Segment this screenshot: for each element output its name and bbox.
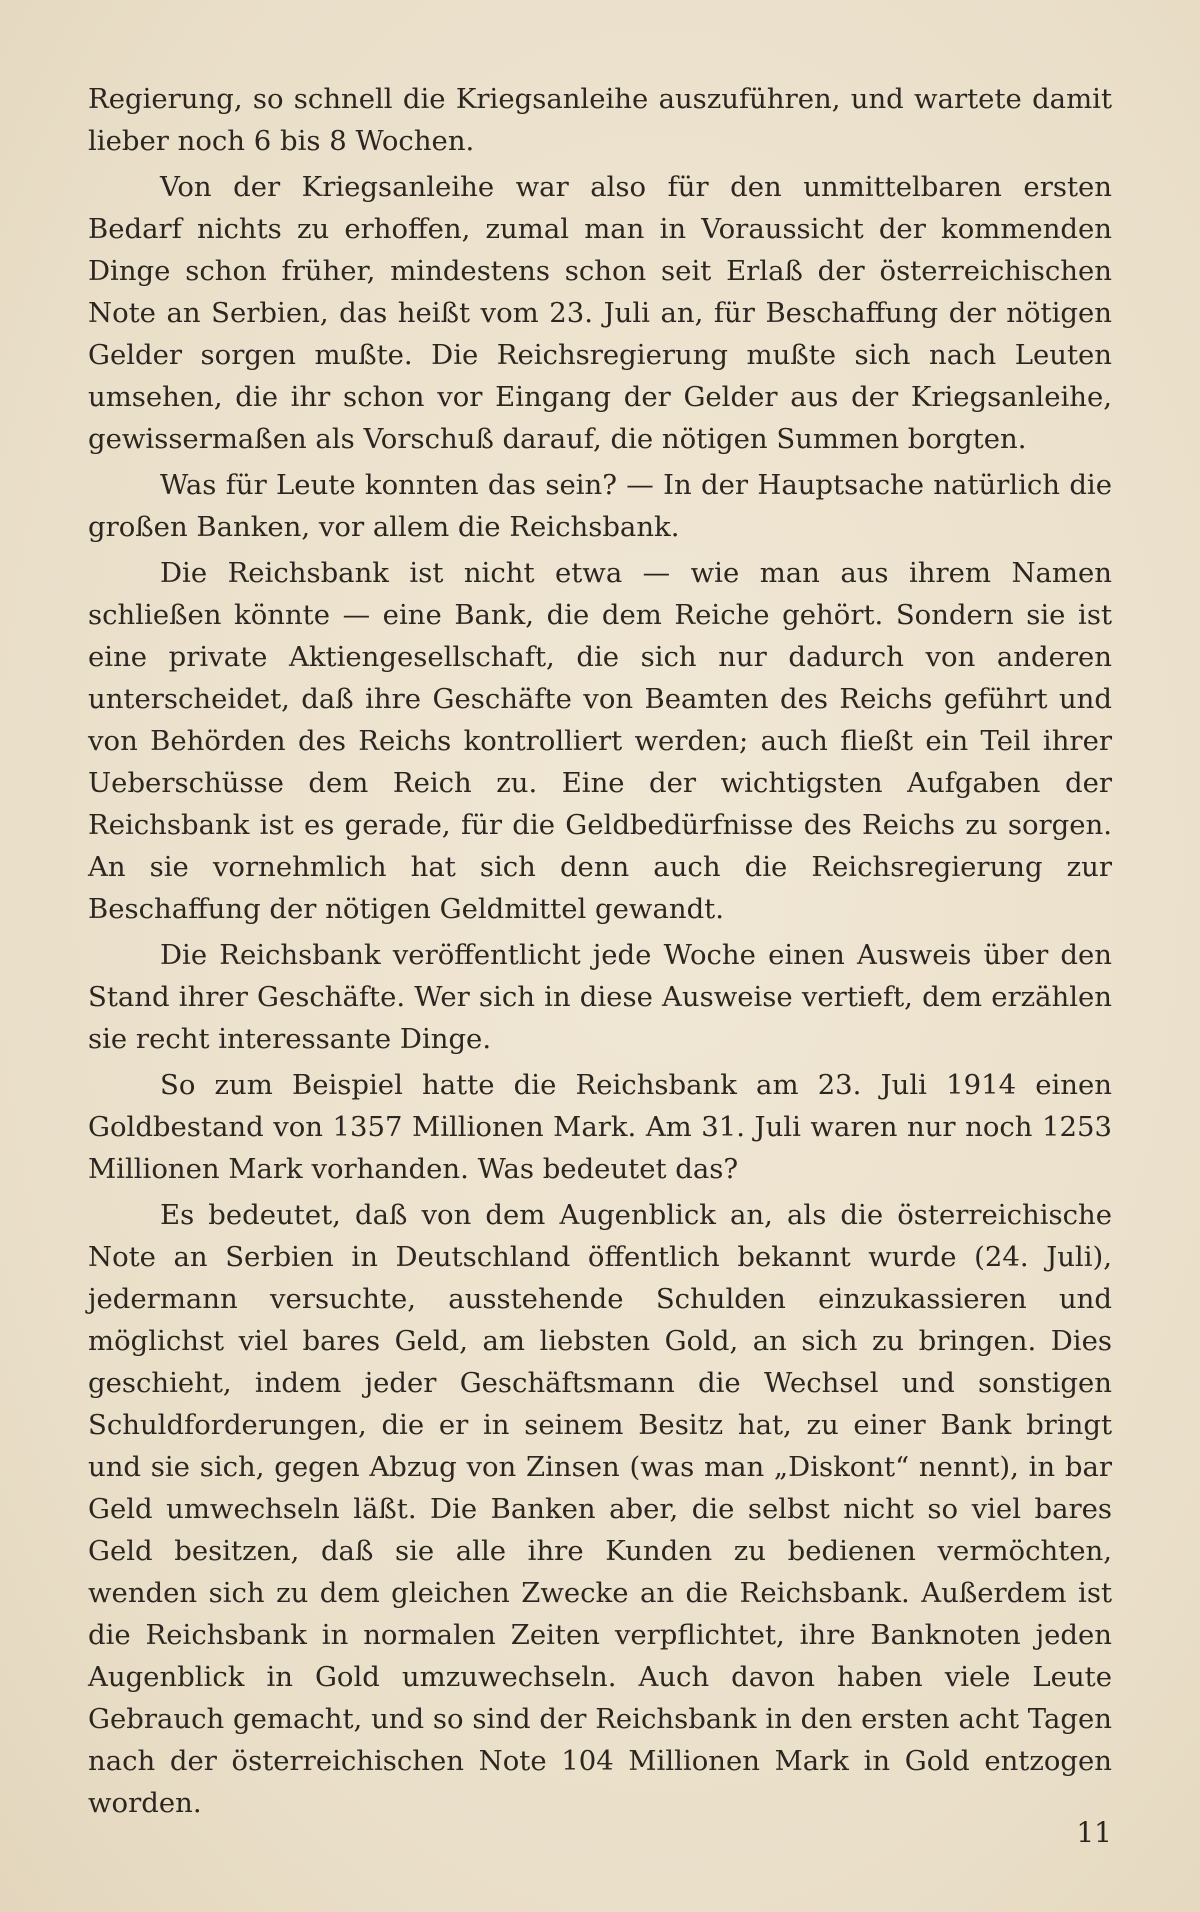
paragraph-2: Von der Kriegsanleihe war also für den unmittelbaren ersten Bedarf nichts zu erhoffen, zumal man in Voraussicht der kommenden Dinge schon früher, mindestens schon seit Erlaß der österreichischen Note an Serbien, das heißt vom 23. Juli an, für Beschaffung der nötigen Gelder sorgen mußte. Die Reichsregierung mußte sich nach Leuten umsehen, die ihr schon vor Eingang der Gelder aus der Kriegsanleihe, gewissermaßen als Vorschuß darauf, die nötigen Summen borgten. <box>88 171 1112 455</box>
paragraph-4: Die Reichsbank ist nicht etwa — wie man aus ihrem Namen schließen könnte — eine Bank, die dem Reiche gehört. Sondern sie ist eine private Aktiengesellschaft, die sich nur dadurch von anderen unterscheidet, daß ihre Geschäfte von Beamten des Reichs geführt und von Behörden des Reichs kontrolliert werden; auch fließt ein Teil ihrer Ueberschüsse dem Reich zu. Eine der wichtigsten Aufgaben der Reichsbank ist es gerade, für die Geldbedürfnisse des Reichs zu sorgen. An sie vornehmlich hat sich denn auch die Reichsregierung zur Beschaffung der nötigen Geldmittel gewandt. <box>88 557 1112 925</box>
paragraph-3: Was für Leute konnten das sein? — In der Hauptsache natürlich die großen Banken, vor allem die Reichsbank. <box>88 469 1112 543</box>
paragraph-7: Es bedeutet, daß von dem Augenblick an, als die österreichische Note an Serbien in Deutschland öffentlich bekannt wurde (24. Juli), jedermann versuchte, ausstehende Schulden einzukassieren und möglichst viel bares Geld, am liebsten Gold, an sich zu bringen. Dies geschieht, indem jeder Geschäftsmann die Wechsel und sonstigen Schuldforderungen, die er in seinem Besitz hat, zu einer Bank bringt und sie sich, gegen Abzug von Zinsen (was man „Diskont“ nennt), in bar Geld umwechseln läßt. Die Banken aber, die selbst nicht so viel bares Geld besitzen, daß sie alle ihre Kunden zu bedienen vermöchten, wenden sich zu dem gleichen Zwecke an die Reichsbank. Außerdem ist die Reichsbank in normalen Zeiten verpflichtet, ihre Banknoten jeden Augenblick in Gold umzuwechseln. Auch davon haben viele Leute Gebrauch gemacht, und so sind der Reichsbank in den ersten acht Tagen nach der österreichischen Note 104 Millionen Mark in Gold entzogen worden. <box>88 1199 1112 1819</box>
paragraph-5: Die Reichsbank veröffentlicht jede Woche einen Ausweis über den Stand ihrer Geschäfte. Wer sich in diese Ausweise vertieft, dem erzählen sie recht interessante Dinge. <box>88 939 1112 1055</box>
paragraph-6: So zum Beispiel hatte die Reichsbank am 23. Juli 1914 einen Goldbestand von 1357 Millionen Mark. Am 31. Juli waren nur noch 1253 Millionen Mark vorhanden. Was bedeutet das? <box>88 1069 1112 1185</box>
body-text <box>88 78 1112 1828</box>
paragraph-1: Regierung, so schnell die Kriegsanleihe auszuführen, und wartete damit lieber noch 6 bis 8 Wochen. <box>88 83 1112 157</box>
page-number: 11 <box>1076 1816 1112 1849</box>
